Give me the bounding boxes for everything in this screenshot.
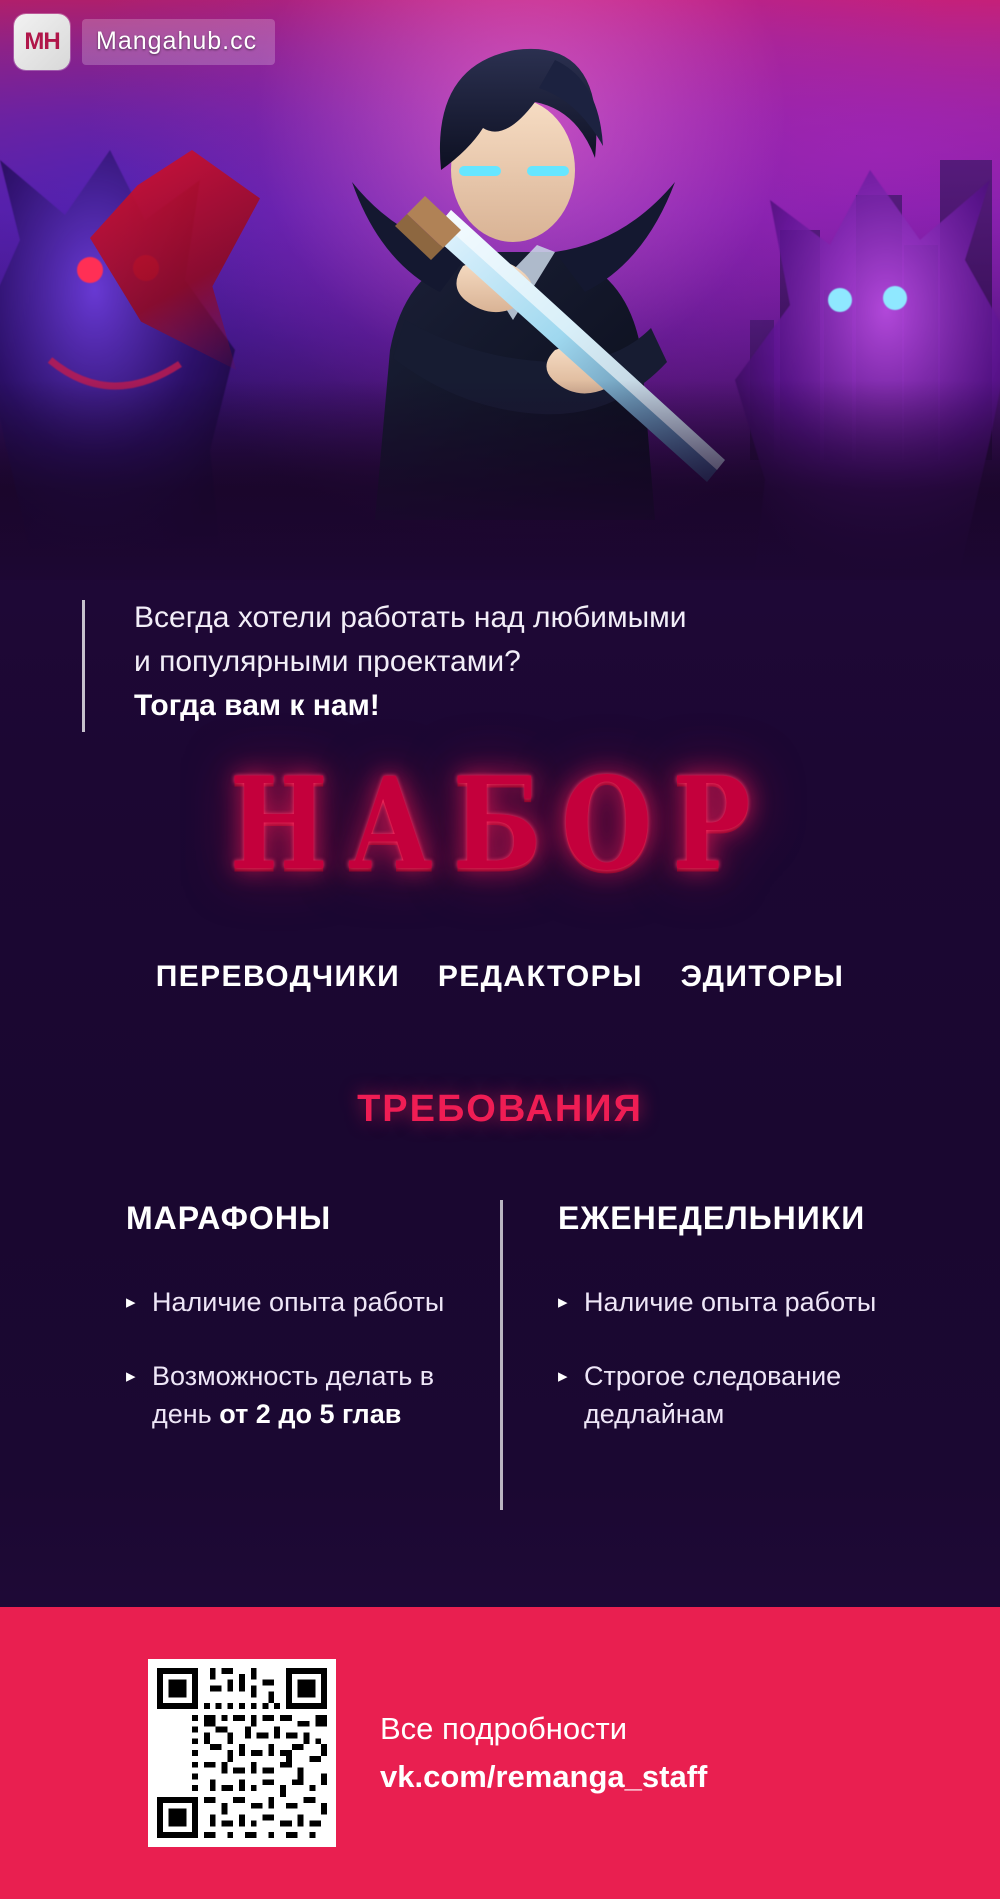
requirement-text: Наличие опыта работы bbox=[152, 1287, 445, 1317]
weeklies-requirements-list bbox=[558, 1283, 970, 1433]
requirements-column-marathons bbox=[0, 1200, 500, 1469]
list-item bbox=[558, 1357, 970, 1433]
marathons-requirements-list bbox=[126, 1283, 460, 1433]
intro-line-3: Тогда вам к нам! bbox=[134, 689, 380, 722]
role-translators: ПЕРЕВОДЧИКИ bbox=[155, 960, 401, 993]
role-editors: РЕДАКТОРЫ bbox=[437, 960, 643, 993]
roles-list bbox=[0, 960, 1000, 994]
headline-block bbox=[0, 748, 1000, 899]
qr-code-graphic bbox=[157, 1668, 327, 1838]
intro-line-2: и популярными проектами? bbox=[134, 645, 521, 678]
footer-text-block bbox=[380, 1705, 707, 1801]
column-heading-marathons: МАРАФОНЫ bbox=[126, 1200, 332, 1236]
site-watermark bbox=[14, 14, 275, 70]
bullet-arrow-icon: ▸ bbox=[126, 1366, 136, 1387]
requirement-text: Наличие опыта работы bbox=[584, 1287, 877, 1317]
list-item bbox=[558, 1283, 970, 1321]
bullet-arrow-icon: ▸ bbox=[558, 1366, 568, 1387]
requirement-text: Возможность делать в день bbox=[152, 1361, 435, 1429]
column-heading-weeklies: ЕЖЕНЕДЕЛЬНИКИ bbox=[558, 1200, 866, 1236]
requirements-title: ТРЕБОВАНИЯ bbox=[357, 1088, 643, 1130]
intro-block bbox=[82, 596, 922, 728]
list-item bbox=[126, 1357, 460, 1433]
requirement-emphasis: от 2 до 5 глав bbox=[219, 1399, 402, 1429]
bullet-arrow-icon: ▸ bbox=[558, 1292, 568, 1313]
footer-vk-link[interactable]: vk.com/remanga_staff bbox=[380, 1759, 708, 1794]
role-typesetters: ЭДИТОРЫ bbox=[680, 960, 845, 993]
list-item bbox=[126, 1283, 460, 1321]
footer-contact-bar bbox=[0, 1607, 1000, 1899]
watermark-site-label: Mangahub.cc bbox=[82, 19, 275, 65]
headline-nabor: НАБОР bbox=[229, 748, 771, 899]
hero-artwork bbox=[0, 0, 1000, 580]
footer-details-label: Все подробности bbox=[380, 1711, 628, 1746]
mangahub-logo-icon: MH bbox=[14, 14, 70, 70]
qr-code-icon[interactable] bbox=[148, 1659, 336, 1847]
requirements-columns bbox=[0, 1200, 1000, 1469]
hero-character-figure bbox=[255, 20, 775, 540]
intro-line-1: Всегда хотели работать над любимыми bbox=[134, 601, 687, 634]
bullet-arrow-icon: ▸ bbox=[126, 1292, 136, 1313]
requirement-text: Строгое следование дедлайнам bbox=[584, 1361, 842, 1429]
intro-accent-bar bbox=[82, 600, 85, 732]
requirements-column-weeklies bbox=[500, 1200, 1000, 1469]
